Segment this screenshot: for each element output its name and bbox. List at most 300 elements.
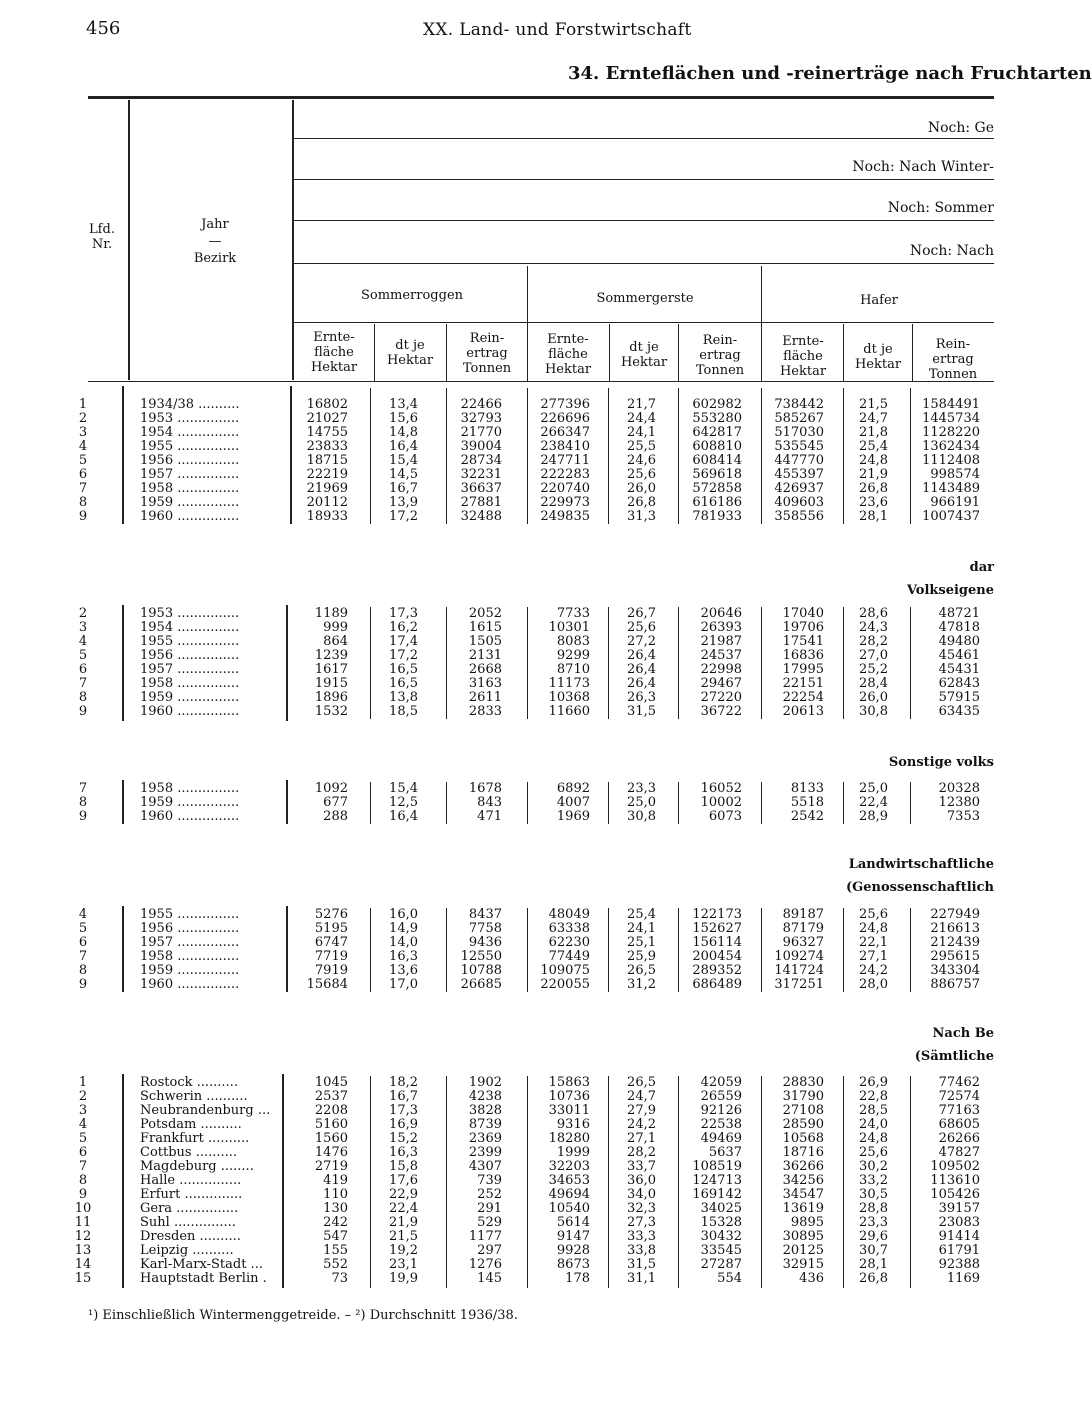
table-cell: 30,8 <box>859 704 888 719</box>
row-number: 2 <box>78 411 88 426</box>
table-cell: 1902 <box>468 1075 502 1090</box>
table-cell: 24,7 <box>627 1089 656 1104</box>
table-cell: 15,6 <box>389 411 418 426</box>
table-cell: 25,1 <box>627 935 656 950</box>
section-subtitle-saemtliche: (Sämtliche <box>914 1049 994 1064</box>
table-cell: 517030 <box>774 425 824 440</box>
table-cell: 242 <box>323 1215 348 1230</box>
column-rule <box>910 1076 911 1288</box>
column-rule <box>910 782 911 824</box>
table-cell: 8133 <box>790 781 824 796</box>
row-label: 1959 ............... <box>140 963 240 978</box>
row-label: 1959 ............... <box>140 795 240 810</box>
table-cell: 585267 <box>774 411 824 426</box>
table-cell: 8673 <box>556 1257 590 1272</box>
table-cell: 32203 <box>548 1159 590 1174</box>
table-cell: 22254 <box>782 690 824 705</box>
table-cell: 1505 <box>468 634 502 649</box>
table-cell: 30895 <box>782 1229 824 1244</box>
table-cell: 16,3 <box>389 1145 418 1160</box>
table-cell: 21,5 <box>389 1229 418 1244</box>
table-cell: 266347 <box>540 425 590 440</box>
table-cell: 17,3 <box>389 1103 418 1118</box>
row-number: 5 <box>78 1131 88 1146</box>
table-cell: 547 <box>323 1229 348 1244</box>
table-cell: 1678 <box>468 781 502 796</box>
table-cell: 10736 <box>548 1089 590 1104</box>
table-cell: 13,4 <box>389 397 418 412</box>
table-cell: 16,3 <box>389 949 418 964</box>
table-cell: 14,9 <box>389 921 418 936</box>
table-row <box>0 426 1024 440</box>
table-cell: 249835 <box>540 509 590 524</box>
header-noch-3: Noch: Sommer <box>887 200 994 216</box>
table-cell: 27,3 <box>627 1215 656 1230</box>
table-cell: 31,5 <box>627 1257 656 1272</box>
table-cell: 24,1 <box>627 921 656 936</box>
table-cell: 6747 <box>314 935 348 950</box>
table-cell: 19706 <box>782 620 824 635</box>
table-cell: 13,9 <box>389 495 418 510</box>
table-cell: 16,0 <box>389 907 418 922</box>
table-cell: 781933 <box>692 509 742 524</box>
table-row <box>0 482 1024 496</box>
row-number: 5 <box>78 648 88 663</box>
column-rule <box>286 906 288 992</box>
row-number: 4 <box>78 439 88 454</box>
table-cell: 26,4 <box>627 662 656 677</box>
column-rule <box>282 1074 284 1288</box>
header-noch-2: Noch: Nach Winter- <box>852 159 994 175</box>
table-cell: 554 <box>717 1271 742 1286</box>
column-rule <box>761 908 762 992</box>
table-cell: 26,3 <box>627 690 656 705</box>
table-cell: 21969 <box>306 481 348 496</box>
row-label: Magdeburg ........ <box>140 1159 254 1174</box>
row-label: 1960 ............... <box>140 809 240 824</box>
row-number: 14 <box>74 1257 92 1272</box>
column-rule <box>910 388 911 524</box>
column-rule <box>608 782 609 824</box>
table-cell: 5160 <box>314 1117 348 1132</box>
table-cell: 20112 <box>306 495 348 510</box>
row-number: 8 <box>78 690 88 705</box>
table-cell: 12550 <box>460 949 502 964</box>
table-cell: 15,4 <box>389 781 418 796</box>
column-rule <box>678 607 679 719</box>
table-row <box>0 1216 1024 1230</box>
row-label: 1954 ............... <box>140 425 240 440</box>
column-rule <box>527 607 528 719</box>
table-row <box>0 1188 1024 1202</box>
column-rule <box>608 607 609 719</box>
row-label: Potsdam .......... <box>140 1117 242 1132</box>
table-row <box>0 468 1024 482</box>
table-cell: 8739 <box>468 1117 502 1132</box>
header-vline-lfd <box>128 100 130 380</box>
table-cell: 18280 <box>548 1131 590 1146</box>
table-cell: 32488 <box>460 509 502 524</box>
table-cell: 569618 <box>692 467 742 482</box>
table-cell: 22466 <box>460 397 502 412</box>
table-cell: 226696 <box>540 411 590 426</box>
table-cell: 110 <box>323 1187 348 1202</box>
table-cell: 24,7 <box>859 411 888 426</box>
table-cell: 62843 <box>938 676 980 691</box>
table-cell: 169142 <box>692 1187 742 1202</box>
table-cell: 8083 <box>556 634 590 649</box>
table-cell: 1169 <box>946 1271 980 1286</box>
table-row <box>0 440 1024 454</box>
table-row <box>0 1202 1024 1216</box>
column-rule <box>122 605 124 721</box>
table-cell: 27108 <box>782 1103 824 1118</box>
row-number: 4 <box>78 907 88 922</box>
table-cell: 2131 <box>468 648 502 663</box>
table-cell: 124713 <box>692 1173 742 1188</box>
table-cell: 8710 <box>556 662 590 677</box>
table-cell: 18715 <box>306 453 348 468</box>
column-rule <box>910 908 911 992</box>
table-cell: 25,5 <box>627 439 656 454</box>
table-cell: 28,8 <box>859 1201 888 1216</box>
header-vline-sub <box>374 324 375 381</box>
table-row <box>0 1244 1024 1258</box>
table-cell: 96327 <box>782 935 824 950</box>
table-cell: 39157 <box>938 1201 980 1216</box>
chapter-title: XX. Land- und Forstwirtschaft <box>423 20 692 40</box>
table-row <box>0 1174 1024 1188</box>
table-cell: 61791 <box>938 1243 980 1258</box>
header-rule-5 <box>294 322 994 323</box>
table-cell: 4238 <box>468 1089 502 1104</box>
table-cell: 108519 <box>692 1159 742 1174</box>
table-cell: 26,7 <box>627 606 656 621</box>
table-cell: 16052 <box>700 781 742 796</box>
row-number: 8 <box>78 795 88 810</box>
table-cell: 48721 <box>938 606 980 621</box>
table-cell: 15,2 <box>389 1131 418 1146</box>
row-number: 10 <box>74 1201 92 1216</box>
table-row <box>0 677 1024 691</box>
page-number: 456 <box>86 18 121 39</box>
table-cell: 1092 <box>314 781 348 796</box>
table-cell: 24,2 <box>627 1117 656 1132</box>
table-cell: 247711 <box>540 453 590 468</box>
row-label: Gera ............... <box>140 1201 239 1216</box>
table-cell: 23,6 <box>859 495 888 510</box>
row-number: 4 <box>78 634 88 649</box>
table-cell: 26393 <box>700 620 742 635</box>
table-cell: 33,8 <box>627 1243 656 1258</box>
table-cell: 28,0 <box>859 977 888 992</box>
table-cell: 447770 <box>774 453 824 468</box>
column-rule <box>527 908 528 992</box>
table-cell: 998574 <box>930 467 980 482</box>
table-cell: 16836 <box>782 648 824 663</box>
table-cell: 1560 <box>314 1131 348 1146</box>
table-cell: 1584491 <box>922 397 980 412</box>
table-cell: 31,5 <box>627 704 656 719</box>
table-cell: 7719 <box>314 949 348 964</box>
table-cell: 33,7 <box>627 1159 656 1174</box>
table-cell: 616186 <box>692 495 742 510</box>
row-label: 1960 ............... <box>140 977 240 992</box>
row-label: 1958 ............... <box>140 676 240 691</box>
row-number: 9 <box>78 809 88 824</box>
table-cell: 535545 <box>774 439 824 454</box>
table-cell: 5195 <box>314 921 348 936</box>
table-cell: 15863 <box>548 1075 590 1090</box>
table-cell: 33545 <box>700 1243 742 1258</box>
table-row <box>0 964 1024 978</box>
table-cell: 1177 <box>468 1229 502 1244</box>
table-cell: 130 <box>323 1201 348 1216</box>
table-cell: 9147 <box>556 1229 590 1244</box>
table-cell: 23833 <box>306 439 348 454</box>
row-number: 8 <box>78 1173 88 1188</box>
row-number: 7 <box>78 676 88 691</box>
table-cell: 34,0 <box>627 1187 656 1202</box>
column-rule <box>286 605 288 721</box>
row-number: 2 <box>78 1089 88 1104</box>
column-rule <box>122 906 124 992</box>
table-cell: 21,7 <box>627 397 656 412</box>
table-cell: 21027 <box>306 411 348 426</box>
table-cell: 105426 <box>930 1187 980 1202</box>
table-cell: 686489 <box>692 977 742 992</box>
subcol-reinertrag: Rein- ertrag Tonnen <box>462 331 512 376</box>
table-cell: 16802 <box>306 397 348 412</box>
table-cell: 10568 <box>782 1131 824 1146</box>
table-cell: 2399 <box>468 1145 502 1160</box>
table-cell: 16,2 <box>389 620 418 635</box>
table-cell: 2611 <box>468 690 502 705</box>
table-cell: 864 <box>323 634 348 649</box>
table-cell: 32231 <box>460 467 502 482</box>
table-cell: 436 <box>799 1271 824 1286</box>
table-cell: 26,4 <box>627 676 656 691</box>
table-cell: 22538 <box>700 1117 742 1132</box>
table-row <box>0 454 1024 468</box>
table-cell: 25,4 <box>859 439 888 454</box>
row-number: 2 <box>78 606 88 621</box>
table-cell: 222283 <box>540 467 590 482</box>
table-cell: 3163 <box>468 676 502 691</box>
table-cell: 20328 <box>938 781 980 796</box>
table-cell: 48049 <box>548 907 590 922</box>
table-cell: 7733 <box>556 606 590 621</box>
table-row <box>0 1230 1024 1244</box>
row-label: 1954 ............... <box>140 620 240 635</box>
row-label: 1960 ............... <box>140 509 240 524</box>
table-cell: 12,5 <box>389 795 418 810</box>
table-cell: 30,5 <box>859 1187 888 1202</box>
table-cell: 113610 <box>930 1173 980 1188</box>
table-cell: 49694 <box>548 1187 590 1202</box>
subcol-flaeche: Ernte- fläche Hektar <box>779 334 827 379</box>
table-row <box>0 782 1024 796</box>
table-cell: 677 <box>323 795 348 810</box>
row-number: 9 <box>78 977 88 992</box>
table-cell: 141724 <box>774 963 824 978</box>
row-number: 8 <box>78 495 88 510</box>
table-cell: 1617 <box>314 662 348 677</box>
row-label: Suhl ............... <box>140 1215 236 1230</box>
table-cell: 29,6 <box>859 1229 888 1244</box>
table-row <box>0 936 1024 950</box>
table-cell: 608414 <box>692 453 742 468</box>
row-number: 7 <box>78 949 88 964</box>
column-rule <box>446 607 447 719</box>
table-cell: 26,8 <box>859 481 888 496</box>
table-row <box>0 796 1024 810</box>
table-cell: 5276 <box>314 907 348 922</box>
table-cell: 966191 <box>930 495 980 510</box>
table-row <box>0 635 1024 649</box>
table-cell: 18716 <box>782 1145 824 1160</box>
column-rule <box>843 388 844 524</box>
table-cell: 18,2 <box>389 1075 418 1090</box>
table-cell: 8437 <box>468 907 502 922</box>
column-rule <box>122 780 124 824</box>
table-cell: 529 <box>477 1215 502 1230</box>
table-cell: 11173 <box>548 676 590 691</box>
table-cell: 200454 <box>692 949 742 964</box>
row-label: Hauptstadt Berlin . <box>140 1271 267 1286</box>
table-row <box>0 663 1024 677</box>
row-number: 7 <box>78 781 88 796</box>
table-cell: 7353 <box>946 809 980 824</box>
table-cell: 455397 <box>774 467 824 482</box>
table-cell: 288 <box>323 809 348 824</box>
table-cell: 47827 <box>938 1145 980 1160</box>
table-cell: 39004 <box>460 439 502 454</box>
row-label: Cottbus .......... <box>140 1145 238 1160</box>
table-cell: 10301 <box>548 620 590 635</box>
table-cell: 21,9 <box>859 467 888 482</box>
table-cell: 42059 <box>700 1075 742 1090</box>
table-cell: 16,5 <box>389 662 418 677</box>
row-number: 9 <box>78 509 88 524</box>
table-cell: 14,0 <box>389 935 418 950</box>
table-row <box>0 1160 1024 1174</box>
table-cell: 156114 <box>692 935 742 950</box>
table-cell: 3828 <box>468 1103 502 1118</box>
table-cell: 343304 <box>930 963 980 978</box>
column-rule <box>286 780 288 824</box>
table-row <box>0 1076 1024 1090</box>
table-cell: 1615 <box>468 620 502 635</box>
table-cell: 31,3 <box>627 509 656 524</box>
table-cell: 34547 <box>782 1187 824 1202</box>
table-cell: 30,7 <box>859 1243 888 1258</box>
column-rule <box>843 607 844 719</box>
table-cell: 21,5 <box>859 397 888 412</box>
table-cell: 291 <box>477 1201 502 1216</box>
table-cell: 16,4 <box>389 439 418 454</box>
table-cell: 227949 <box>930 907 980 922</box>
table-cell: 17,2 <box>389 509 418 524</box>
table-cell: 36,0 <box>627 1173 656 1188</box>
table-cell: 26,0 <box>627 481 656 496</box>
row-label: 1958 ............... <box>140 481 240 496</box>
table-cell: 109075 <box>540 963 590 978</box>
row-number: 5 <box>78 453 88 468</box>
table-cell: 29467 <box>700 676 742 691</box>
table-cell: 21,8 <box>859 425 888 440</box>
table-cell: 77462 <box>938 1075 980 1090</box>
table-row <box>0 1090 1024 1104</box>
table-cell: 15,8 <box>389 1159 418 1174</box>
column-rule <box>910 607 911 719</box>
table-cell: 28,6 <box>859 606 888 621</box>
table-cell: 28734 <box>460 453 502 468</box>
table-cell: 9316 <box>556 1117 590 1132</box>
table-cell: 16,4 <box>389 809 418 824</box>
table-cell: 6073 <box>708 809 742 824</box>
table-cell: 152627 <box>692 921 742 936</box>
table-cell: 30,2 <box>859 1159 888 1174</box>
subcol-reinertrag: Rein- ertrag Tonnen <box>695 333 745 378</box>
table-cell: 738442 <box>774 397 824 412</box>
table-cell: 36722 <box>700 704 742 719</box>
table-cell: 26266 <box>938 1131 980 1146</box>
table-cell: 15,4 <box>389 453 418 468</box>
table-cell: 2668 <box>468 662 502 677</box>
section-subtitle-sonstige: Sonstige volks <box>888 755 994 770</box>
row-number: 6 <box>78 935 88 950</box>
table-cell: 21987 <box>700 634 742 649</box>
table-cell: 2052 <box>468 606 502 621</box>
table-cell: 26,0 <box>859 690 888 705</box>
table-cell: 77163 <box>938 1103 980 1118</box>
table-cell: 16,5 <box>389 676 418 691</box>
table-cell: 23,3 <box>859 1215 888 1230</box>
table-cell: 36266 <box>782 1159 824 1174</box>
table-cell: 24,1 <box>627 425 656 440</box>
row-label: Neubrandenburg ... <box>140 1103 271 1118</box>
row-label: 1956 ............... <box>140 648 240 663</box>
row-label: 1956 ............... <box>140 453 240 468</box>
column-rule <box>843 908 844 992</box>
row-number: 3 <box>78 620 88 635</box>
table-cell: 419 <box>323 1173 348 1188</box>
column-rule <box>843 1076 844 1288</box>
row-number: 6 <box>78 662 88 677</box>
section-subtitle-volkseigene: Volkseigene <box>906 583 994 598</box>
header-vline-sub <box>446 324 447 381</box>
table-cell: 277396 <box>540 397 590 412</box>
column-rule <box>527 388 528 524</box>
table-cell: 28,2 <box>859 634 888 649</box>
table-cell: 1915 <box>314 676 348 691</box>
table-cell: 28,1 <box>859 509 888 524</box>
table-cell: 17,2 <box>389 648 418 663</box>
row-number: 1 <box>78 397 88 412</box>
table-cell: 10788 <box>460 963 502 978</box>
table-cell: 31790 <box>782 1089 824 1104</box>
table-cell: 49469 <box>700 1131 742 1146</box>
column-rule <box>761 607 762 719</box>
table-title: 34. Ernteflächen und -reinerträge nach Fruchtarten <box>568 63 1092 84</box>
table-row <box>0 607 1024 621</box>
subcol-dt-je-ha: dt je Hektar <box>386 338 434 368</box>
table-row <box>0 1132 1024 1146</box>
table-cell: 4307 <box>468 1159 502 1174</box>
table-cell: 109274 <box>774 949 824 964</box>
row-label: Rostock .......... <box>140 1075 238 1090</box>
